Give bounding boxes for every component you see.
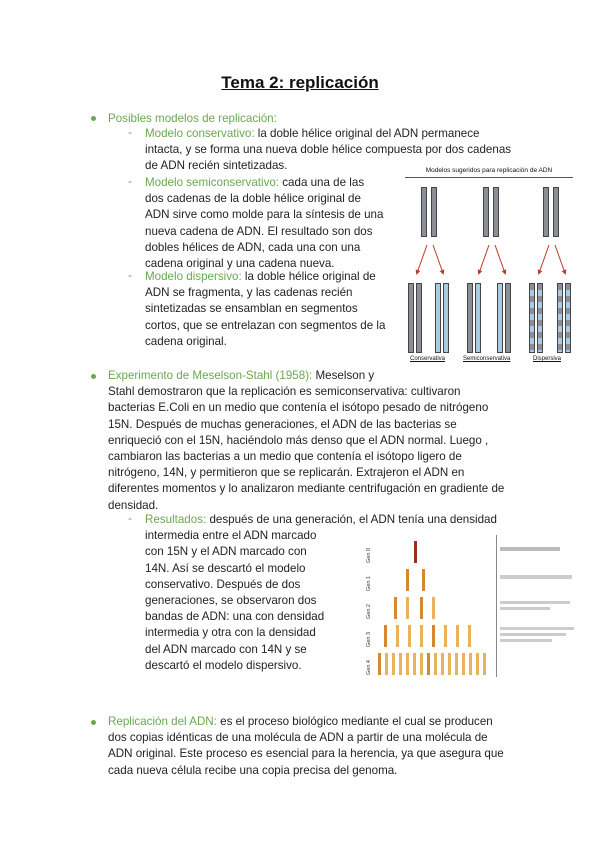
replication-arrows	[405, 243, 573, 279]
conservative-line2: intacta, y se forma una nueva doble hélice compuesta por dos cadenas	[145, 143, 512, 157]
daughter-strand	[416, 283, 422, 353]
dna-band	[420, 597, 423, 619]
dna-band	[385, 653, 388, 675]
dna-band	[422, 569, 425, 591]
experiment-label: Experimento de Meselson-Stahl (1958):	[108, 369, 313, 382]
daughter-strand	[537, 283, 543, 353]
gen-label: Gen 0	[366, 548, 372, 563]
dispersive-line5: cadena original.	[145, 334, 227, 348]
conservative-text: la doble hélice original del ADN permanece	[254, 127, 480, 140]
results-line4: 14N. Así se descartó el modelo	[145, 561, 306, 575]
dna-band	[392, 653, 395, 675]
dna-band	[406, 653, 409, 675]
arrow-icon	[433, 245, 443, 273]
gen-label: Gen 4	[366, 660, 372, 675]
figure2-note-bar	[500, 575, 572, 579]
daughter-strand	[557, 283, 563, 353]
dash-semiconservative: -	[128, 175, 132, 188]
conservative-line3: de ADN recién sintetizadas.	[145, 159, 288, 173]
results-line1: después de una generación, el ADN tenía una densidad	[206, 513, 497, 526]
dispersive-line4: cortos, que se entrelazan con segmentos de la	[145, 318, 386, 332]
daughter-strand	[443, 283, 449, 353]
daughter-strand	[408, 283, 414, 353]
arrow-icon	[495, 245, 505, 273]
arrow-icon	[479, 245, 489, 273]
gen-label: Gen 3	[366, 632, 372, 647]
experiment-line9: densidad.	[108, 498, 159, 512]
dna-band	[408, 625, 411, 647]
bullet-models	[91, 116, 96, 121]
arrow-icon	[417, 245, 427, 273]
results-line7: bandas de ADN: una con densidad	[145, 610, 325, 624]
dna-band	[483, 653, 486, 675]
parent-strand	[553, 187, 559, 237]
figure2-note-bar	[500, 607, 550, 610]
semiconservative-line6: cadena original y una cadena nueva.	[145, 257, 335, 271]
results-line3: con 15N y el ADN marcado con	[145, 545, 307, 559]
figure2-note-bar	[500, 639, 552, 642]
dna-band	[469, 653, 472, 675]
experiment-line4: 15N. Después de muchas generaciones, el ADN de las bacterias se	[108, 417, 457, 431]
daughter-strand	[497, 283, 503, 353]
dna-band	[414, 541, 417, 563]
dna-band	[378, 653, 381, 675]
experiment-line6: cambiaron las bacterias a un medio que contenía el isótopo ligero de	[108, 450, 462, 464]
semiconservative-line2: dos cadenas de la doble hélice original de	[145, 192, 361, 206]
figure2-note-bar	[500, 547, 560, 551]
dispersive-label: Modelo dispersivo:	[145, 270, 242, 283]
parent-strand	[543, 187, 549, 237]
results-line8: intermedia y otra con la densidad	[145, 626, 316, 640]
dna-band	[476, 653, 479, 675]
gen-label: Gen 2	[366, 604, 372, 619]
results-line9: del ADN marcado con 14N y se	[145, 642, 307, 656]
semiconservative-paragraph	[145, 175, 405, 272]
daughter-strand	[435, 283, 441, 353]
results-line2: intermedia entre el ADN marcado	[145, 529, 317, 543]
experiment-line3: bacterias E.Coli en un medio que contenía el isótopo pesado de nitrógeno	[108, 401, 489, 415]
dna-band	[420, 653, 423, 675]
dna-band	[444, 625, 447, 647]
experiment-line8: diferentes momentos y lo analizaron mediante centrifugación en gradiente de	[108, 482, 505, 496]
dna-band	[455, 653, 458, 675]
dna-band	[432, 597, 435, 619]
dispersive-text: la doble hélice original de	[241, 270, 376, 283]
dna-band	[413, 653, 416, 675]
dash-conservative: -	[128, 126, 132, 139]
results-label: Resultados:	[145, 513, 207, 526]
dash-results: -	[128, 512, 132, 525]
dispersive-line2: ADN se fragmenta, y las cadenas recién	[145, 286, 353, 300]
bullet-replication	[91, 720, 96, 725]
dispersive-line3: sintetizadas se ensamblan en segmentos	[145, 302, 358, 316]
replication-paragraph	[108, 714, 538, 779]
meselson-stahl-figure	[358, 535, 578, 680]
gen-label: Gen 1	[366, 576, 372, 591]
results-line5: conservativo. Después de dos	[145, 577, 301, 591]
page-title: Tema 2: replicación	[221, 73, 379, 92]
daughter-strand	[505, 283, 511, 353]
dna-band	[434, 653, 437, 675]
dna-band	[441, 653, 444, 675]
dna-band	[462, 653, 465, 675]
dna-band	[399, 653, 402, 675]
dna-band	[396, 625, 399, 647]
dna-band	[448, 653, 451, 675]
parent-strand	[421, 187, 427, 237]
dna-band	[420, 625, 423, 647]
dna-band	[468, 625, 471, 647]
dna-band	[432, 625, 435, 647]
daughter-strand	[565, 283, 571, 353]
models-heading: Posibles modelos de replicación:	[108, 112, 277, 125]
dna-band	[456, 625, 459, 647]
daughter-strand	[529, 283, 535, 353]
arrow-icon	[539, 245, 549, 273]
parent-strand	[493, 187, 499, 237]
dna-band	[427, 653, 430, 675]
semiconservative-line5: dobles hélices de ADN, cada una con una	[145, 240, 361, 254]
figure2-note-bar	[500, 601, 570, 604]
experiment-line5: enriqueció con el 15N, haciéndolo más denso que el ADN normal. Luego ,	[108, 433, 489, 447]
dna-band	[384, 625, 387, 647]
daughter-strand	[467, 283, 473, 353]
dna-band	[406, 597, 409, 619]
figure2-note-bar	[500, 627, 574, 630]
replication-label: Replicación del ADN:	[108, 715, 217, 728]
figure1-label-semiconservative: Semiconservativa	[463, 356, 511, 362]
parent-strand	[483, 187, 489, 237]
figure2-note-bar	[500, 633, 566, 636]
semiconservative-line4: nueva cadena de ADN. El resultado son dos	[145, 224, 373, 238]
replication-line3: ADN original. Este proceso es esencial para la herencia, ya que asegura que	[108, 747, 504, 761]
bullet-experiment	[91, 374, 96, 379]
experiment-line2: Stahl demostraron que la replicación es semiconservativa: cultivaron	[108, 385, 461, 399]
replication-models-figure	[405, 165, 573, 365]
experiment-line1: Meselson y	[312, 369, 375, 382]
parent-strand	[431, 187, 437, 237]
figure1-label-dispersive: Dispersiva	[533, 356, 562, 362]
daughter-strand	[475, 283, 481, 353]
arrow-icon	[555, 245, 565, 273]
results-line10: descartó el modelo dispersivo.	[145, 658, 302, 672]
experiment-paragraph	[108, 368, 538, 514]
semiconservative-text: cada una de las	[279, 176, 365, 189]
figure1-label-conservative: Conservativa	[410, 356, 446, 362]
dash-dispersive: -	[128, 269, 132, 282]
conservative-label: Modelo conservativo:	[145, 127, 255, 140]
dna-band	[406, 569, 409, 591]
semiconservative-line3: ADN sirve como molde para la síntesis de una	[145, 208, 384, 222]
semiconservative-label: Modelo semiconservativo:	[145, 176, 280, 189]
results-line6: generaciones, se observaron dos	[145, 594, 317, 608]
figure1-caption: Modelos sugeridos para replicación de ADN	[405, 165, 573, 178]
experiment-line7: nitrógeno, 14N, y permitieron que se replicarán. Extrajeron el ADN en	[108, 466, 465, 480]
dna-band	[394, 597, 397, 619]
replication-line2: dos copias idénticas de una molécula de ADN a partir de una molécula de	[108, 731, 488, 745]
dispersive-paragraph	[145, 269, 405, 350]
replication-line1: es el proceso biológico mediante el cual se producen	[216, 715, 493, 728]
replication-line4: cada nueva célula recibe una copia precisa del genoma.	[108, 763, 398, 777]
